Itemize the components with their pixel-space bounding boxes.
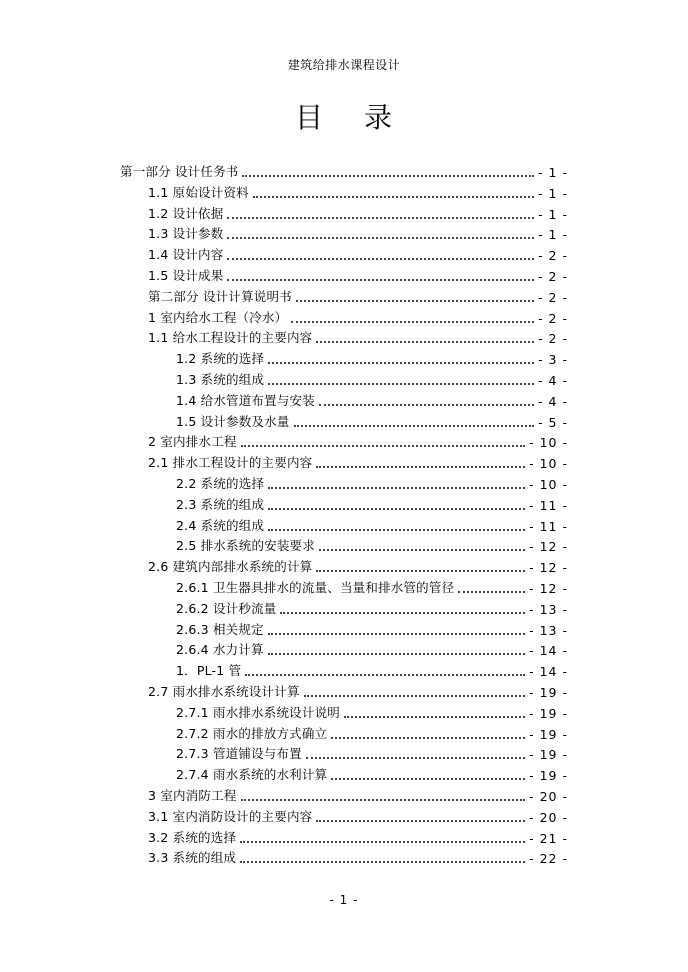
toc-entry[interactable]	[148, 680, 568, 700]
toc-leader-dots	[268, 528, 525, 531]
toc-entry-page: - 13 -	[529, 622, 568, 638]
page-title	[0, 96, 688, 136]
toc-entry[interactable]	[176, 597, 568, 617]
toc-entry-page: - 19 -	[529, 747, 568, 763]
toc-entry-title: 2.1 排水工程设计的主要内容	[148, 455, 313, 471]
toc-entry[interactable]	[148, 243, 568, 263]
toc-entry-title: 2.4 系统的组成	[176, 517, 265, 533]
toc-entry[interactable]	[148, 222, 568, 242]
toc-entry[interactable]	[176, 493, 568, 513]
toc-leader-dots	[245, 673, 525, 676]
toc-entry-title: 2.2 系统的选择	[176, 476, 265, 491]
toc-leader-dots	[253, 195, 534, 198]
toc-entry[interactable]	[176, 701, 568, 721]
toc-leader-dots	[319, 548, 525, 551]
toc-entry-title: 1 室内给水工程（冷水）	[148, 309, 288, 325]
toc-leader-dots	[268, 507, 525, 510]
toc-entry-page: - 2 -	[538, 289, 568, 305]
toc-entry-title: 第一部分 设计任务书	[120, 164, 239, 179]
toc-entry[interactable]	[176, 347, 568, 367]
toc-leader-dots	[240, 840, 525, 843]
toc-leader-dots	[268, 382, 534, 385]
toc-entry-page: - 1 -	[538, 206, 568, 222]
toc-entry[interactable]	[148, 306, 568, 326]
toc-leader-dots	[241, 444, 526, 447]
running-header: 建筑给排水课程设计	[287, 58, 401, 72]
toc-entry-title: 1．PL-1 管	[176, 663, 242, 679]
toc-entry-page: - 20 -	[529, 809, 568, 825]
toc-entry-title: 2.3 系统的组成	[176, 496, 265, 512]
toc-entry-page: - 1 -	[538, 185, 568, 201]
toc-entry[interactable]	[176, 742, 568, 762]
toc-entry-page: - 2 -	[538, 248, 568, 264]
toc-entry-title: 2.6.1 卫生器具排水的流量、当量和排水管的管径	[176, 580, 455, 595]
toc-entry-title: 2.7.4 雨水系统的水利计算	[176, 767, 328, 783]
toc-entry[interactable]	[148, 555, 568, 575]
title-char-1: 目	[294, 101, 324, 134]
toc-entry[interactable]	[148, 181, 568, 201]
toc-entry[interactable]	[176, 410, 568, 430]
toc-entry[interactable]	[148, 285, 568, 305]
toc-entry-title: 1.5 设计参数及水量	[176, 413, 290, 429]
toc-leader-dots	[296, 299, 534, 302]
toc-entry-page: - 22 -	[529, 851, 568, 867]
toc-leader-dots	[331, 777, 525, 780]
toc-entry[interactable]	[148, 826, 568, 846]
toc-leader-dots	[291, 320, 534, 323]
toc-entry-page: - 3 -	[538, 352, 568, 368]
toc-leader-dots	[227, 236, 534, 239]
toc-entry[interactable]	[148, 846, 568, 866]
toc-leader-dots	[304, 694, 525, 697]
toc-entry-title: 1.4 设计内容	[148, 247, 224, 263]
toc-entry-page: - 1 -	[538, 165, 568, 180]
toc-leader-dots	[268, 652, 525, 655]
toc-entry-page: - 19 -	[529, 685, 568, 700]
toc-entry-page: - 4 -	[538, 393, 568, 409]
toc-entry[interactable]	[176, 618, 568, 638]
toc-entry-title: 3 室内消防工程	[148, 788, 237, 803]
toc-entry-title: 3.3 系统的组成	[148, 850, 237, 866]
title-char-2: 录	[364, 101, 394, 134]
toc-entry-page: - 14 -	[529, 664, 568, 680]
toc-entry[interactable]	[148, 451, 568, 471]
toc-entry-title: 2.5 排水系统的安装要求	[176, 538, 315, 554]
toc-entry-title: 2.7.2 雨水的排放方式确立	[176, 725, 328, 741]
toc-entry[interactable]	[148, 805, 568, 825]
toc-entry-page: - 21 -	[529, 830, 568, 846]
toc-entry-page: - 19 -	[529, 705, 568, 721]
toc-leader-dots	[268, 486, 525, 489]
toc-entry-title: 2.7.1 雨水排水系统设计说明	[176, 704, 340, 720]
toc-entry-title: 1.5 设计成果	[148, 268, 224, 283]
toc-entry-title: 1.2 系统的选择	[176, 351, 265, 367]
toc-entry-page: - 14 -	[529, 643, 568, 659]
toc-entry[interactable]	[120, 160, 568, 180]
toc-entry-title: 2.6.3 相关规定	[176, 621, 264, 637]
toc-leader-dots	[240, 860, 525, 863]
toc-entry-title: 2 室内排水工程	[148, 434, 237, 450]
toc-entry-page: - 11 -	[529, 497, 568, 513]
toc-entry-title: 2.6.2 设计秒流量	[176, 600, 277, 616]
toc-entry[interactable]	[176, 389, 568, 409]
toc-entry[interactable]	[176, 368, 568, 388]
toc-entry-title: 1.3 系统的组成	[176, 372, 265, 387]
toc-entry-page: - 2 -	[538, 310, 568, 326]
toc-entry[interactable]	[176, 534, 568, 554]
toc-leader-dots	[316, 465, 525, 468]
toc-entry-page: - 12 -	[529, 539, 568, 555]
toc-leader-dots	[331, 736, 525, 739]
page-number-footer: - 1 -	[329, 893, 359, 907]
toc-entry-page: - 12 -	[529, 560, 568, 576]
toc-entry-page: - 11 -	[529, 518, 568, 534]
toc-entry[interactable]	[176, 576, 568, 596]
toc-leader-dots	[227, 216, 534, 219]
toc-leader-dots	[280, 611, 525, 614]
toc-entry-title: 3.2 系统的选择	[148, 829, 237, 845]
toc-leader-dots	[319, 403, 534, 406]
toc-leader-dots	[458, 590, 525, 593]
toc-leader-dots	[344, 715, 525, 718]
toc-entry[interactable]	[148, 326, 568, 346]
toc-entry-page: - 10 -	[529, 456, 568, 472]
toc-entry-title: 1.3 设计参数	[148, 226, 224, 242]
toc-entry-page: - 1 -	[538, 227, 568, 243]
toc-entry[interactable]	[148, 202, 568, 222]
toc-leader-dots	[306, 756, 525, 759]
toc-entry-title: 1.4 给水管道布置与安装	[176, 392, 315, 408]
toc-entry[interactable]	[176, 722, 568, 742]
toc-entry-page: - 12 -	[529, 581, 568, 596]
toc-entry[interactable]	[176, 514, 568, 534]
toc-entry[interactable]	[148, 264, 568, 284]
toc-leader-dots	[316, 569, 525, 572]
toc-entry[interactable]	[176, 638, 568, 658]
toc-entry-title: 1.2 设计依据	[148, 205, 224, 221]
toc-leader-dots	[241, 798, 526, 801]
toc-entry-title: 1.1 原始设计资料	[148, 184, 249, 200]
toc-entry-page: - 13 -	[529, 601, 568, 617]
toc-entry-title: 2.6.4 水力计算	[176, 642, 264, 658]
toc-leader-dots	[268, 632, 525, 635]
toc-leader-dots	[294, 424, 535, 427]
toc-entry-title: 3.1 室内消防设计的主要内容	[148, 808, 313, 824]
toc-entry-title: 第二部分 设计计算说明书	[148, 288, 292, 304]
toc-entry-title: 2.7 雨水排水系统设计计算	[148, 684, 300, 699]
toc-entry-page: - 20 -	[529, 789, 568, 804]
toc-entry-page: - 10 -	[529, 477, 568, 492]
toc-leader-dots	[316, 819, 525, 822]
toc-entry[interactable]	[148, 784, 568, 804]
toc-leader-dots	[268, 361, 534, 364]
toc-entry-page: - 10 -	[529, 435, 568, 451]
toc-entry[interactable]	[176, 472, 568, 492]
toc-entry-page: - 19 -	[529, 768, 568, 784]
toc-entry-page: - 2 -	[538, 269, 568, 284]
toc-entry-title: 1.1 给水工程设计的主要内容	[148, 330, 313, 346]
toc-entry[interactable]	[176, 763, 568, 783]
toc-leader-dots	[227, 278, 534, 281]
toc-entry-page: - 4 -	[538, 373, 568, 388]
toc-entry[interactable]	[148, 430, 568, 450]
toc-leader-dots	[316, 340, 534, 343]
toc-entry-page: - 19 -	[529, 726, 568, 742]
toc-entry-title: 2.7.3 管道铺设与布置	[176, 746, 302, 762]
toc-leader-dots	[242, 174, 534, 177]
toc-entry-page: - 2 -	[538, 331, 568, 347]
toc-entry-title: 2.6 建筑内部排水系统的计算	[148, 559, 313, 575]
toc-entry[interactable]	[176, 659, 568, 679]
toc-leader-dots	[227, 257, 534, 260]
toc-entry-page: - 5 -	[538, 414, 568, 430]
